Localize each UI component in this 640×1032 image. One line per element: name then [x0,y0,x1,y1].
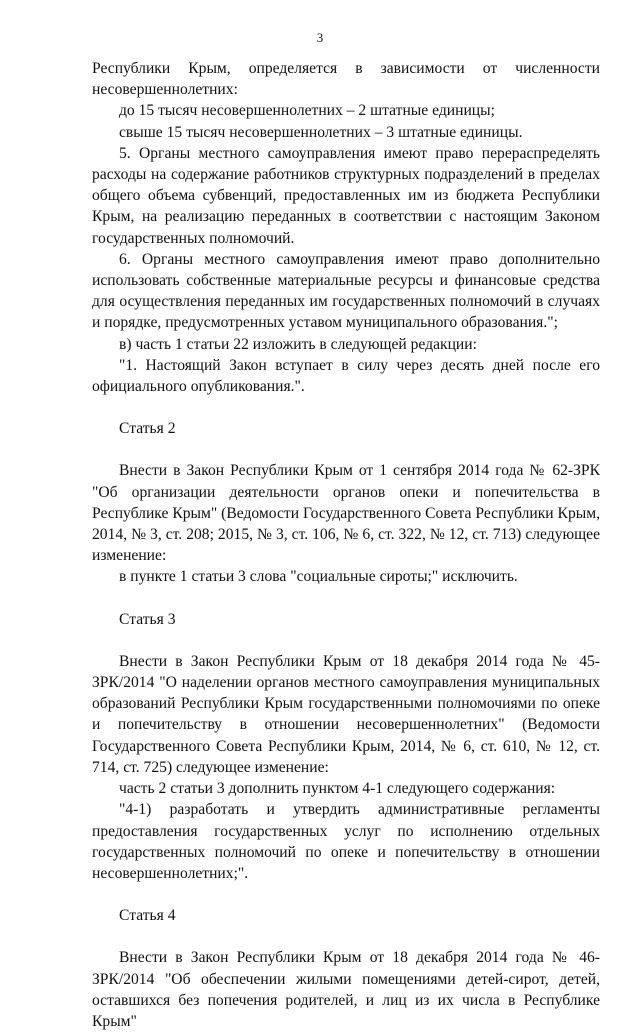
document-body [92,58,600,1032]
article-4-body: Внести в Закон Республики Крым от 18 декабря 2014 года № 46-ЗРК/2014 "Об обеспечении жилыми помещениями детей-сирот, детей, оставшихся без попечения родителей, и лиц из их числа в Республике Крым" [92,949,600,1030]
article-4-heading: Статья 4 [119,907,176,925]
list-item-under-15000: до 15 тысяч несовершеннолетних – 2 штатные единицы; [119,102,495,120]
item-v-paragraph: в) часть 1 статьи 22 изложить в следующей редакции: [119,335,477,353]
page-number: 3 [316,30,324,45]
intro-paragraph: Республики Крым, определяется в зависимости от численности несовершеннолетних: [92,60,600,99]
article-3-body: Внести в Закон Республики Крым от 18 декабря 2014 года № 45-ЗРК/2014 "О наделении органов местного самоуправления муниципальных образований Республики Крым государственными полномочиями по опеке и попечительству в отношении несовершеннолетних" (Ведомости Государственного Совета Республики Крым, 2014, № 6, ст. 610, № 12, ст. 714, ст. 725) следующее изменение: [92,652,600,776]
item-6-paragraph: 6. Органы местного самоуправления имеют право дополнительно использовать собственные материальные ресурсы и финансовые средства для осуществления переданных им государственных полномочий в случаях и порядке, предусмотренных уставом муниципального образования."; [92,250,600,332]
item-5-paragraph: 5. Органы местного самоуправления имеют право перераспределять расходы на содержание работников структурных подразделений в пределах общего объема субвенций, предоставленных им из бюджета Республики Крым, на реализацию переданных в соответствии с настоящим Законом государственных полномочий. [92,144,600,247]
quote-paragraph: "1. Настоящий Закон вступает в силу через десять дней после его официального опубликования.". [92,356,600,396]
article-2-heading: Статья 2 [119,420,176,438]
article-3-heading: Статья 3 [119,610,176,628]
article-3-quote: "4-1) разработать и утвердить административные регламенты предоставления государственных услуг по исполнению отдельных государственных полномочий по опеке и попечительству в отношении несовершеннолетних;". [92,801,600,882]
article-2-change: в пункте 1 статьи 3 слова "социальные сироты;" исключить. [119,568,518,586]
list-item-over-15000: свыше 15 тысяч несовершеннолетних – 3 штатные единицы. [119,123,523,141]
article-2-body: Внести в Закон Республики Крым от 1 сентября 2014 года № 62-ЗРК "Об организации деятельности органов опеки и попечительства в Республике Крым" (Ведомости Государственного Совета Республики Крым, 2014, № 3, ст. 208; 2015, № 3, ст. 106, № 6, ст. 322, № 12, ст. 713) следующее изменение: [92,462,600,565]
article-3-change: часть 2 статьи 3 дополнить пунктом 4-1 следующего содержания: [119,780,556,798]
